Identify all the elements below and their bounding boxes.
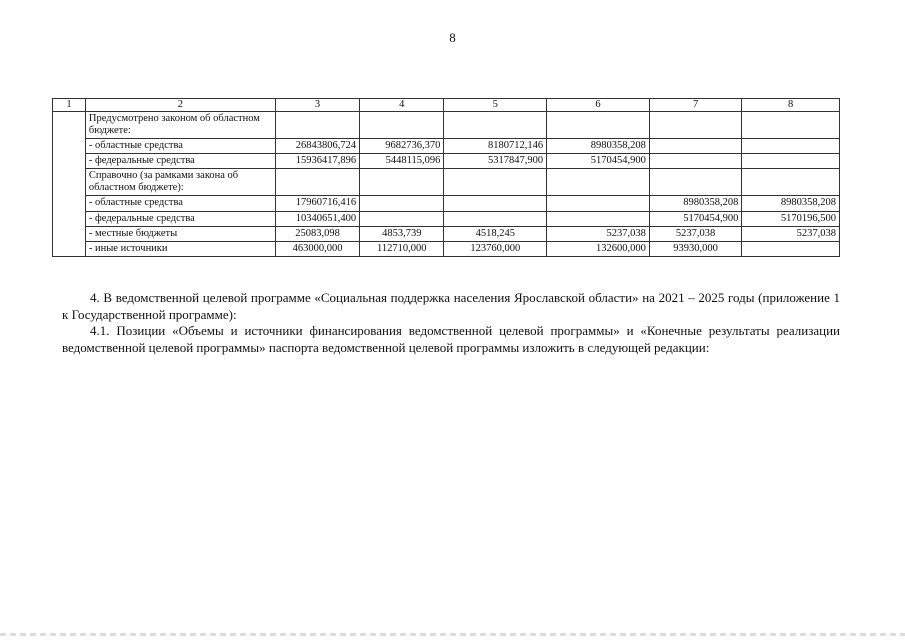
table-cell xyxy=(360,196,444,211)
table-cell: 26843806,724 xyxy=(275,139,359,154)
table-cell: 15936417,896 xyxy=(275,154,359,169)
paragraph-item-4: 4. В ведомственной целевой программе «Социальная поддержка населения Ярославской области» на 2021 – 2025 годы (приложение 1 к Государственной программе): xyxy=(62,290,840,322)
table-cell xyxy=(742,241,840,256)
table-cell: 112710,000 xyxy=(360,241,444,256)
table-header-row xyxy=(53,99,840,112)
table-cell: 4853,739 xyxy=(360,226,444,241)
column-header: 6 xyxy=(547,99,650,112)
table-cell xyxy=(547,112,650,139)
row-label: - областные средства xyxy=(85,139,275,154)
table-cell xyxy=(742,139,840,154)
table-cell xyxy=(275,169,359,196)
table-cell xyxy=(360,211,444,226)
column-header: 4 xyxy=(360,99,444,112)
row-label: - федеральные средства xyxy=(85,211,275,226)
table-row xyxy=(53,154,840,169)
table-cell xyxy=(275,112,359,139)
column-header: 8 xyxy=(742,99,840,112)
table-cell: 5317847,900 xyxy=(444,154,547,169)
table-cell xyxy=(444,169,547,196)
table-cell: 93930,000 xyxy=(649,241,741,256)
table-cell xyxy=(649,112,741,139)
table-cell: 5237,038 xyxy=(547,226,650,241)
table-row xyxy=(53,226,840,241)
table-cell xyxy=(444,112,547,139)
table-cell: 8980358,208 xyxy=(742,196,840,211)
table-cell xyxy=(742,169,840,196)
table-cell xyxy=(444,196,547,211)
budget-table xyxy=(52,98,840,257)
table-cell xyxy=(742,154,840,169)
table-cell: 8980358,208 xyxy=(649,196,741,211)
column-header: 7 xyxy=(649,99,741,112)
table-cell xyxy=(444,211,547,226)
table-cell xyxy=(360,112,444,139)
table-cell xyxy=(547,169,650,196)
table-cell xyxy=(649,169,741,196)
table-row xyxy=(53,112,840,139)
table-cell xyxy=(649,139,741,154)
table-cell xyxy=(649,154,741,169)
merged-index-cell xyxy=(53,112,86,257)
row-label: - областные средства xyxy=(85,196,275,211)
table-cell: 25083,098 xyxy=(275,226,359,241)
row-label: Справочно (за рамками закона об областном бюджете): xyxy=(85,169,275,196)
table-row xyxy=(53,211,840,226)
row-label: - иные источники xyxy=(85,241,275,256)
table-cell: 8980358,208 xyxy=(547,139,650,154)
table-row xyxy=(53,196,840,211)
column-header: 3 xyxy=(275,99,359,112)
table-cell: 5237,038 xyxy=(649,226,741,241)
page-number: 8 xyxy=(449,30,456,45)
table-cell: 5237,038 xyxy=(742,226,840,241)
row-label: Предусмотрено законом об областном бюджете: xyxy=(85,112,275,139)
table-cell: 17960716,416 xyxy=(275,196,359,211)
column-header: 1 xyxy=(53,99,86,112)
table-cell: 8180712,146 xyxy=(444,139,547,154)
table-row xyxy=(53,169,840,196)
table-cell: 5170454,900 xyxy=(547,154,650,169)
table-cell xyxy=(547,196,650,211)
table-row xyxy=(53,241,840,256)
table-cell: 10340651,400 xyxy=(275,211,359,226)
table-cell: 123760,000 xyxy=(444,241,547,256)
table-cell: 5448115,096 xyxy=(360,154,444,169)
row-label: - местные бюджеты xyxy=(85,226,275,241)
table-cell: 463000,000 xyxy=(275,241,359,256)
table-cell: 9682736,370 xyxy=(360,139,444,154)
table-cell xyxy=(360,169,444,196)
scan-edge-artifact xyxy=(0,633,905,636)
table-cell: 132600,000 xyxy=(547,241,650,256)
table-cell xyxy=(742,112,840,139)
table-row xyxy=(53,139,840,154)
table-cell: 4518,245 xyxy=(444,226,547,241)
paragraph-item-4-1: 4.1. Позиции «Объемы и источники финансирования ведомственной целевой программы» и «Конечные результаты реализации ведомственной целевой программы» паспорта ведомственной целевой программы изложить в следующей редакции: xyxy=(62,323,840,355)
table-cell: 5170196,500 xyxy=(742,211,840,226)
column-header: 5 xyxy=(444,99,547,112)
table-cell xyxy=(547,211,650,226)
row-label: - федеральные средства xyxy=(85,154,275,169)
column-header: 2 xyxy=(85,99,275,112)
table-cell: 5170454,900 xyxy=(649,211,741,226)
